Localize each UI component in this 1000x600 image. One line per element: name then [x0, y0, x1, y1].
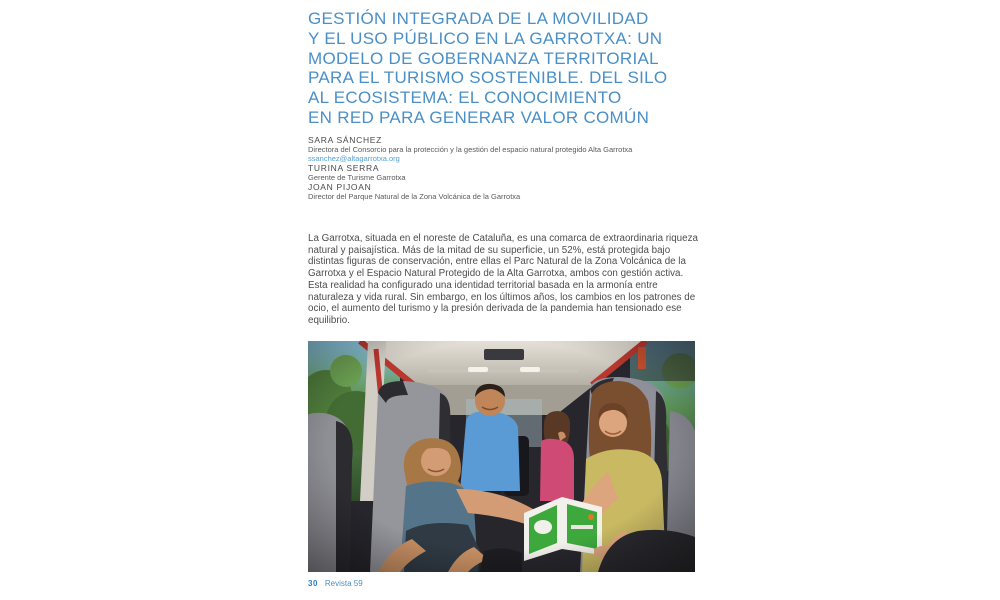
- page-footer: [308, 579, 698, 588]
- author-name: JOAN PIJOAN: [308, 182, 372, 192]
- author-name: TURINA SERRA: [308, 163, 380, 173]
- author-entry: [308, 135, 698, 163]
- author-name: SARA SÁNCHEZ: [308, 135, 383, 145]
- article-title-line: MODELO DE GOBERNANZA TERRITORIAL: [308, 48, 659, 68]
- bus-photo-illustration: [308, 341, 695, 572]
- author-role: Director del Parque Natural de la Zona Volcánica de la Garrotxa: [308, 192, 521, 201]
- magazine-name: Revista 59: [324, 579, 363, 588]
- lede-paragraph: La Garrotxa, situada en el noreste de Cataluña, es una comarca de extraordinaria riqueza natural y paisajística. Más de la mitad de su superficie, un 52%, está protegida bajo distintas figuras de conservación, entre ellas el Parc Natural de la Zona Volcánica de la Garrotxa y el Espacio Natural Protegido de la Alta Garrotxa, ambos con gestión activa. Esta realidad ha configurado una identidad territorial basada en la armonía entre naturaleza y vida rural. Sin embargo, en los últimos años, los cambios en los patrones de ocio, el aumento del turismo y la presión derivada de la pandemia han tensionado ese equilibrio.: [308, 233, 698, 326]
- page-number: 30: [308, 579, 318, 588]
- article-title-line: PARA EL TURISMO SOSTENIBLE. DEL SILO: [308, 68, 668, 88]
- author-role: Gerente de Turisme Garrotxa: [308, 173, 406, 182]
- author-role: Directora del Consorcio para la protección y la gestión del espacio natural protegido Alta Garrotxa: [308, 145, 633, 154]
- author-entry: [308, 182, 698, 201]
- article-title: [308, 9, 698, 128]
- article-title-line: GESTIÓN INTEGRADA DE LA MOVILIDAD: [308, 9, 649, 28]
- article-title-line: Y EL USO PÚBLICO EN LA GARROTXA: UN: [308, 28, 663, 48]
- author-email-link[interactable]: ssanchez@altagarrotxa.org: [308, 154, 400, 163]
- article-title-line: EN RED PARA GENERAR VALOR COMÚN: [308, 107, 650, 127]
- authors-block: [308, 135, 698, 201]
- article-title-line: AL ECOSISTEMA: EL CONOCIMIENTO: [308, 88, 622, 108]
- author-entry: [308, 163, 698, 182]
- bus-interior-photo: [308, 341, 695, 572]
